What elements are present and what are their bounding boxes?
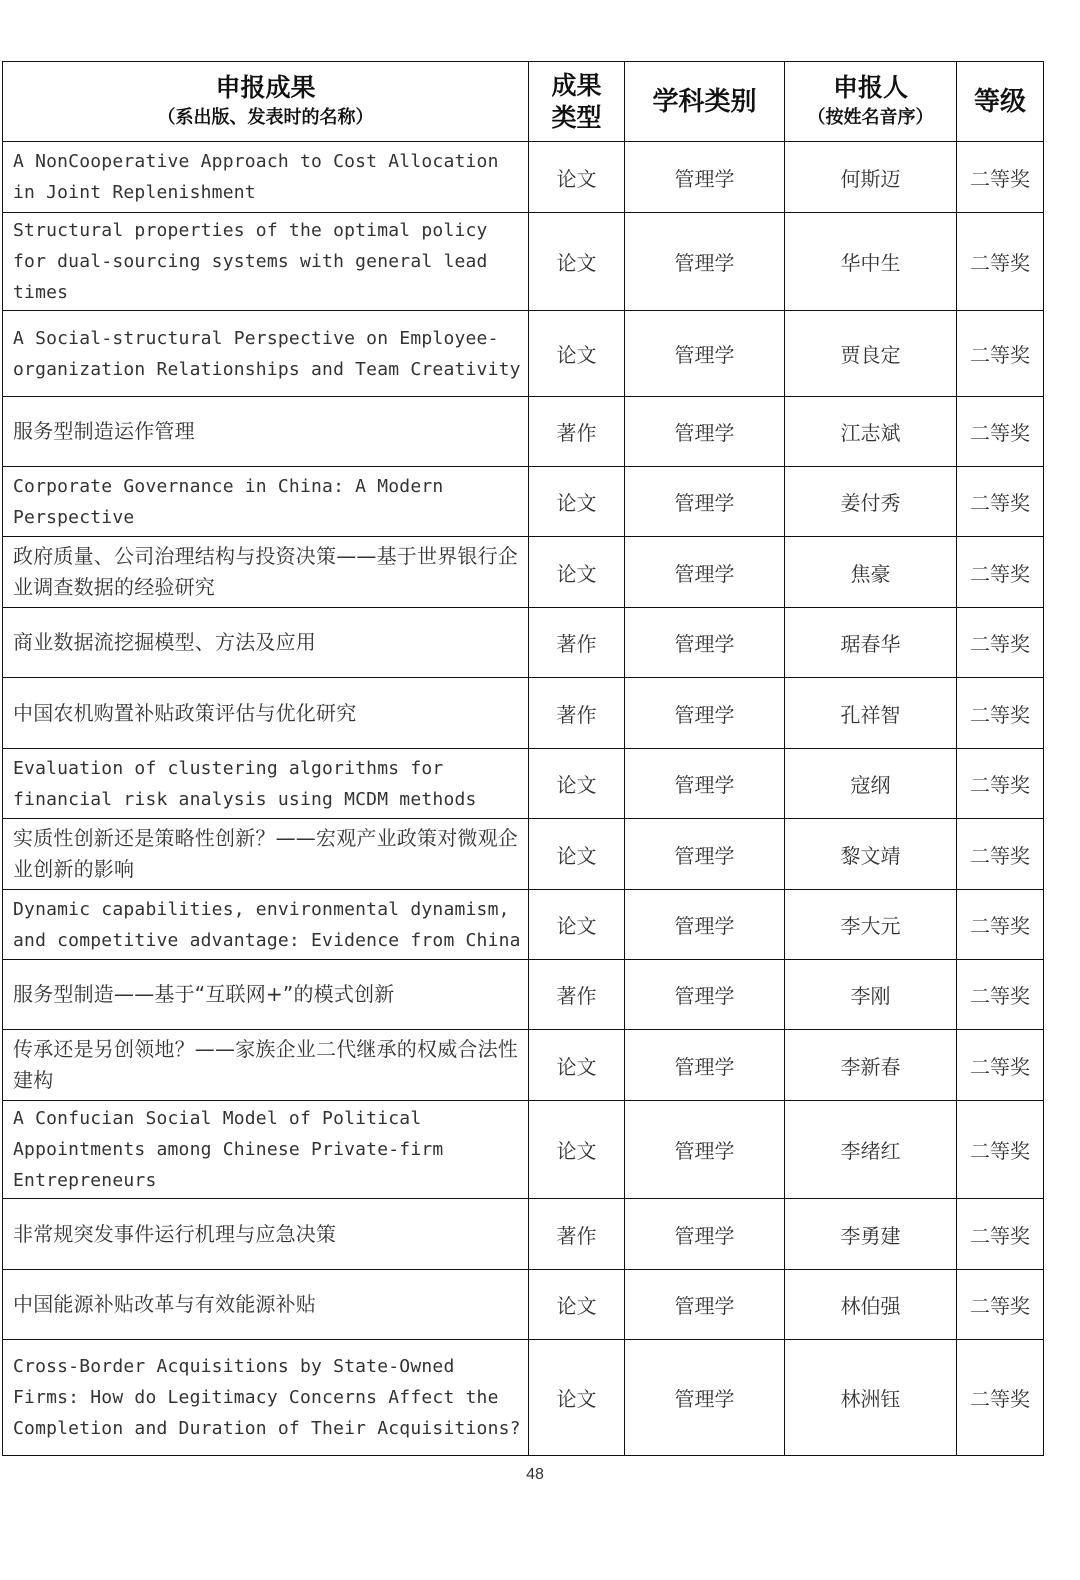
discipline: 管理学: [625, 1270, 785, 1340]
achievement-type: 论文: [529, 467, 625, 537]
award-grade: 二等奖: [957, 960, 1044, 1030]
discipline: 管理学: [625, 467, 785, 537]
achievement-type: 论文: [529, 213, 625, 311]
achievement-type: 著作: [529, 960, 625, 1030]
header-grade-column: [957, 62, 1044, 142]
achievement-title: A Confucian Social Model of Political Appointments among Chinese Private-firm Entrepreneurs: [3, 1101, 529, 1199]
applicant-name: 林伯强: [785, 1270, 957, 1340]
table-row: [3, 537, 1044, 608]
discipline: 管理学: [625, 537, 785, 608]
header-title-column: [3, 62, 529, 142]
discipline: 管理学: [625, 678, 785, 749]
table-row: [3, 749, 1044, 819]
award-grade: 二等奖: [957, 1270, 1044, 1340]
table-row: [3, 819, 1044, 890]
achievement-title: 中国能源补贴改革与有效能源补贴: [3, 1270, 529, 1340]
table-row: [3, 608, 1044, 678]
achievement-title: 中国农机购置补贴政策评估与优化研究: [3, 678, 529, 749]
table-row: [3, 1030, 1044, 1101]
award-grade: 二等奖: [957, 467, 1044, 537]
table-row: [3, 678, 1044, 749]
award-grade: 二等奖: [957, 819, 1044, 890]
applicant-name: 何斯迈: [785, 142, 957, 213]
applicant-name: 寇纲: [785, 749, 957, 819]
achievement-title: 非常规突发事件运行机理与应急决策: [3, 1199, 529, 1270]
applicant-name: 李大元: [785, 890, 957, 960]
discipline: 管理学: [625, 142, 785, 213]
achievement-title: Corporate Governance in China: A Modern Perspective: [3, 467, 529, 537]
applicant-name: 李刚: [785, 960, 957, 1030]
achievement-type: 论文: [529, 819, 625, 890]
applicant-name: 孔祥智: [785, 678, 957, 749]
table-row: [3, 397, 1044, 467]
header-type-line2: 类型: [551, 102, 602, 132]
header-type-line1: 成果: [551, 70, 602, 100]
discipline: 管理学: [625, 397, 785, 467]
discipline: 管理学: [625, 213, 785, 311]
table-row: [3, 1270, 1044, 1340]
header-applicant-main: 申报人: [832, 72, 908, 102]
achievement-type: 著作: [529, 678, 625, 749]
achievement-title: 商业数据流挖掘模型、方法及应用: [3, 608, 529, 678]
award-grade: 二等奖: [957, 1340, 1044, 1456]
achievement-type: 论文: [529, 749, 625, 819]
achievement-type: 论文: [529, 142, 625, 213]
header-title-main: 申报成果: [215, 72, 316, 102]
applicant-name: 姜付秀: [785, 467, 957, 537]
applicant-name: 黎文靖: [785, 819, 957, 890]
header-discipline-label: 学科类别: [652, 86, 757, 117]
applicant-name: 林洲钰: [785, 1340, 957, 1456]
applicant-name: 李勇建: [785, 1199, 957, 1270]
award-grade: 二等奖: [957, 213, 1044, 311]
achievement-type: 论文: [529, 311, 625, 397]
award-grade: 二等奖: [957, 608, 1044, 678]
achievement-title: Dynamic capabilities, environmental dynamism, and competitive advantage: Evidence from China: [3, 890, 529, 960]
achievement-title: 服务型制造——基于“互联网+”的模式创新: [3, 960, 529, 1030]
header-applicant-sub: （按姓名音序）: [807, 106, 934, 128]
applicant-name: 李新春: [785, 1030, 957, 1101]
award-grade: 二等奖: [957, 1199, 1044, 1270]
header-type-column: [529, 62, 625, 142]
achievement-title: Evaluation of clustering algorithms for financial risk analysis using MCDM methods: [3, 749, 529, 819]
table-row: [3, 467, 1044, 537]
table-row: [3, 960, 1044, 1030]
achievement-title: Structural properties of the optimal policy for dual-sourcing systems with general lead times: [3, 213, 529, 311]
achievement-title: 实质性创新还是策略性创新？——宏观产业政策对微观企业创新的影响: [3, 819, 529, 890]
discipline: 管理学: [625, 1199, 785, 1270]
header-applicant-column: [785, 62, 957, 142]
achievement-title: 服务型制造运作管理: [3, 397, 529, 467]
award-grade: 二等奖: [957, 1101, 1044, 1199]
achievement-type: 论文: [529, 890, 625, 960]
achievement-type: 著作: [529, 397, 625, 467]
table-row: [3, 213, 1044, 311]
header-grade-label: 等级: [973, 86, 1026, 117]
achievement-title: 政府质量、公司治理结构与投资决策——基于世界银行企业调查数据的经验研究: [3, 537, 529, 608]
page-number: 48: [526, 1466, 544, 1483]
table-row: [3, 890, 1044, 960]
discipline: 管理学: [625, 1340, 785, 1456]
discipline: 管理学: [625, 1101, 785, 1199]
discipline: 管理学: [625, 960, 785, 1030]
applicant-name: 琚春华: [785, 608, 957, 678]
award-grade: 二等奖: [957, 1030, 1044, 1101]
header-discipline-column: [625, 62, 785, 142]
table-row: [3, 1101, 1044, 1199]
award-grade: 二等奖: [957, 311, 1044, 397]
awards-table: [2, 61, 1044, 1456]
achievement-type: 论文: [529, 1101, 625, 1199]
achievement-title: A Social-structural Perspective on Employee-organization Relationships and Team Creativity: [3, 311, 529, 397]
header-title-sub: （系出版、发表时的名称）: [157, 106, 374, 128]
award-grade: 二等奖: [957, 678, 1044, 749]
applicant-name: 贾良定: [785, 311, 957, 397]
achievement-title: A NonCooperative Approach to Cost Allocation in Joint Replenishment: [3, 142, 529, 213]
applicant-name: 江志斌: [785, 397, 957, 467]
achievement-type: 论文: [529, 537, 625, 608]
table-header-row: [3, 62, 1044, 142]
achievement-type: 著作: [529, 1199, 625, 1270]
award-grade: 二等奖: [957, 142, 1044, 213]
award-grade: 二等奖: [957, 890, 1044, 960]
achievement-title: Cross-Border Acquisitions by State-Owned Firms: How do Legitimacy Concerns Affect the Completion and Duration of Their Acquisitions?: [3, 1340, 529, 1456]
discipline: 管理学: [625, 819, 785, 890]
discipline: 管理学: [625, 890, 785, 960]
applicant-name: 焦豪: [785, 537, 957, 608]
achievement-type: 论文: [529, 1270, 625, 1340]
discipline: 管理学: [625, 1030, 785, 1101]
discipline: 管理学: [625, 311, 785, 397]
award-grade: 二等奖: [957, 749, 1044, 819]
discipline: 管理学: [625, 608, 785, 678]
table-row: [3, 1199, 1044, 1270]
table-row: [3, 311, 1044, 397]
discipline: 管理学: [625, 749, 785, 819]
award-grade: 二等奖: [957, 537, 1044, 608]
award-grade: 二等奖: [957, 397, 1044, 467]
achievement-type: 论文: [529, 1030, 625, 1101]
achievement-type: 著作: [529, 608, 625, 678]
achievement-title: 传承还是另创领地？——家族企业二代继承的权威合法性建构: [3, 1030, 529, 1101]
table-row: [3, 142, 1044, 213]
achievement-type: 论文: [529, 1340, 625, 1456]
table-row: [3, 1340, 1044, 1456]
applicant-name: 华中生: [785, 213, 957, 311]
applicant-name: 李绪红: [785, 1101, 957, 1199]
